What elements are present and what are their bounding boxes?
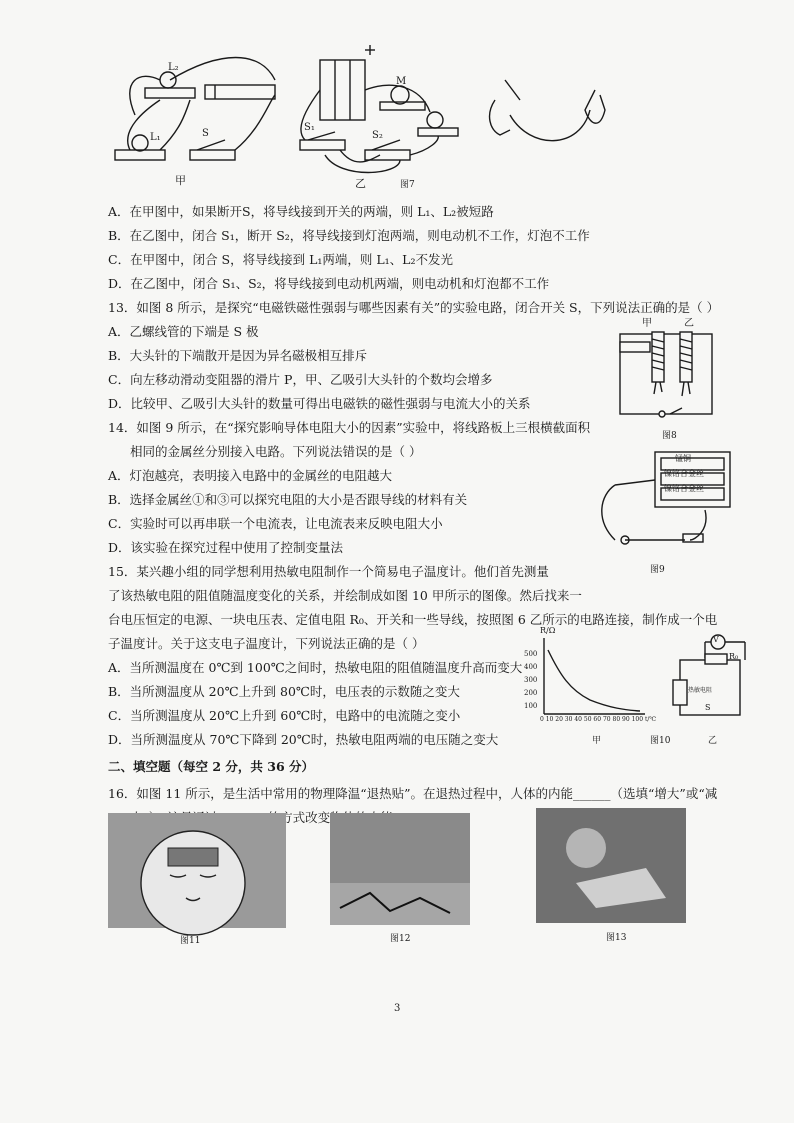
figure-7 (100, 40, 620, 190)
graph-y-tick-100: 100 (524, 702, 538, 710)
q12-option-a: A．在甲图中，如果断开S，将导线接到开关的两端，则 L₁、L₂被短路 (108, 204, 494, 219)
label-l1: L₁ (150, 132, 161, 143)
label-l2: L₂ (168, 62, 179, 73)
figure-11 (108, 813, 286, 946)
figure-7-yi-label: 乙 (355, 177, 366, 190)
q14-stem-line1: 14．如图 9 所示，在“探究影响导体电阻大小的因素”实验中，将线路板上三根横截面积 (108, 420, 591, 435)
board-label-2: 镍铬合金丝 (664, 469, 704, 478)
label-m: M (396, 76, 407, 87)
figure-10-drawing (530, 630, 755, 745)
figure-8-drawing (612, 314, 722, 444)
page-number: 3 (394, 1003, 401, 1014)
circuit-v-label: V (713, 635, 719, 644)
graph-y-tick-300: 300 (524, 676, 538, 684)
figure-12-image (330, 813, 470, 925)
q15-line3: 台电压恒定的电源、一块电压表、定值电阻 R₀、开关和一些导线，按照图 6 乙所示的电路连接，制作成一个电 (108, 612, 718, 627)
q14-option-b: B．选择金属丝①和③可以探究电阻的大小是否跟导线的材料有关 (108, 492, 468, 507)
figure-8-jia-label: 甲 (642, 318, 652, 329)
figure-10-caption: 图10 (650, 736, 671, 746)
figure-9 (595, 450, 735, 575)
graph-y-tick-200: 200 (524, 689, 538, 697)
graph-y-tick-400: 400 (524, 663, 538, 671)
q15-line2: 了该热敏电阻的阻值随温度变化的关系，并绘制成如图 10 甲所示的图像。然后找来一 (108, 588, 582, 603)
q15-option-a: A．当所测温度在 0℃到 100℃之间时，热敏电阻的阻值随温度升高而变大 (108, 660, 523, 675)
circuit-rt-label: 热敏电阻 (688, 687, 713, 694)
q14-stem-line2: 相同的金属丝分别接入电路。下列说法错误的是（ ） (130, 444, 422, 459)
q15-option-c: C．当所测温度从 20℃上升到 60℃时，电路中的电流随之变小 (108, 708, 461, 723)
figure-10 (524, 626, 755, 746)
figure-10-yi-label: 乙 (708, 736, 718, 746)
graph-y-tick-500: 500 (524, 650, 538, 658)
q12-option-c: C．在甲图中，闭合 S，将导线接到 L₁两端，则 L₁、L₂不发光 (108, 252, 453, 267)
graph-y-label: R/Ω (540, 626, 556, 635)
label-s2: S₂ (372, 130, 383, 141)
figure-12-drawing (330, 813, 470, 925)
board-label-3: 镍铬合金丝 (664, 484, 704, 493)
figure-13-caption: 图13 (606, 933, 627, 943)
q15-line1: 15．某兴趣小组的同学想利用热敏电阻制作一个简易电子温度计。他们首先测量 (108, 564, 549, 579)
q12-option-d: D．在乙图中，闭合 S₁、S₂，将导线接到电动机两端，则电动机和灯泡都不工作 (108, 276, 550, 291)
q15-option-d: D．当所测温度从 70℃下降到 20℃时，热敏电阻两端的电压随之变大 (108, 732, 499, 747)
figure-8 (612, 314, 722, 444)
graph-x-ticks: 0 10 20 30 40 50 60 70 80 90 100 t/℃ (540, 716, 657, 723)
figure-8-yi-label: 乙 (684, 318, 694, 329)
q13-option-b: B．大头针的下端散开是因为异名磁极相互排斥 (108, 348, 368, 363)
section-2-heading: 二、填空题（每空 2 分，共 36 分） (108, 759, 315, 774)
figure-11-caption: 图11 (180, 936, 201, 946)
circuit-s-label: S (705, 703, 711, 712)
q13-stem: 13．如图 8 所示，是探究“电磁铁磁性强弱与哪些因素有关”的实验电路，闭合开关 S，下列说法正确的是（ ） (108, 300, 720, 315)
figure-12-caption: 图12 (390, 934, 411, 944)
figure-9-caption: 图9 (650, 565, 665, 575)
figure-13 (536, 808, 686, 943)
q14-option-c: C．实验时可以再串联一个电流表，让电流表来反映电阻大小 (108, 516, 443, 531)
q15-option-b: B．当所测温度从 20℃上升到 80℃时，电压表的示数随之变大 (108, 684, 460, 699)
q13-option-a: A．乙螺线管的下端是 S 极 (108, 324, 259, 339)
figure-8-caption: 图8 (662, 431, 677, 441)
q13-option-c: C．向左移动滑动变阻器的滑片 P，甲、乙吸引大头针的个数均会增多 (108, 372, 493, 387)
board-label-1: 锰铜 (675, 454, 691, 463)
q16-line1: 16．如图 11 所示，是生活中常用的物理降温“退热贴”。在退热过程中，人体的内能______（选填“增大”或“减 (108, 786, 718, 801)
figure-11-drawing (108, 813, 286, 928)
circuit-r0-label: R₀ (729, 652, 739, 661)
figure-13-image (536, 808, 686, 923)
label-s: S (202, 128, 209, 139)
figure-7-jia-label: 甲 (175, 174, 186, 187)
figure-11-image (108, 813, 286, 928)
figure-10-jia-label: 甲 (592, 736, 602, 746)
figure-7-caption: 图7 (400, 180, 415, 190)
q15-line4: 子温度计。关于这支电子温度计，下列说法正确的是（ ） (108, 636, 425, 651)
q14-option-d: D．该实验在探究过程中使用了控制变量法 (108, 540, 344, 555)
label-s1: S₁ (304, 122, 315, 133)
figure-13-drawing (536, 808, 686, 923)
q12-option-b: B．在乙图中，闭合 S₁，断开 S₂，将导线接到灯泡两端，则电动机不工作，灯泡不工作 (108, 228, 590, 243)
figure-12 (330, 813, 470, 943)
q14-option-a: A．灯泡越亮，表明接入电路中的金属丝的电阻越大 (108, 468, 393, 483)
q13-option-d: D．比较甲、乙吸引大头针的数量可得出电磁铁的磁性强弱与电流大小的关系 (108, 396, 531, 411)
